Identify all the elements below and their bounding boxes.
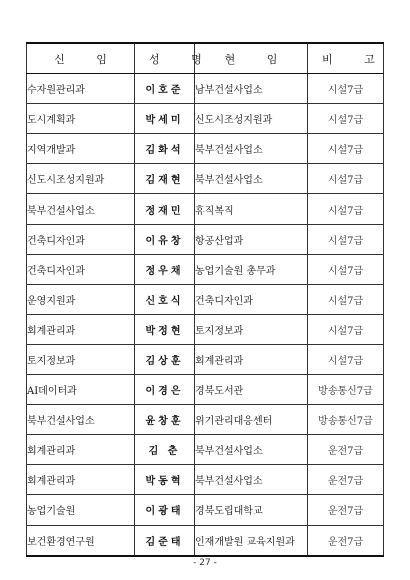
cell-note: 시설7급 bbox=[308, 104, 384, 134]
table-row bbox=[27, 74, 384, 104]
cell-new-post: 농업기술원 bbox=[27, 495, 135, 525]
table-row bbox=[27, 104, 384, 134]
cell-note: 시설7급 bbox=[308, 74, 384, 104]
table-row bbox=[27, 164, 384, 194]
table-row bbox=[27, 134, 384, 164]
cell-name: 박동혁 bbox=[135, 465, 195, 495]
cell-current-post: 북부건설사업소 bbox=[195, 465, 308, 495]
cell-new-post: 회계관리과 bbox=[27, 314, 135, 344]
cell-current-post: 인재개발원 교육지원과 bbox=[195, 525, 308, 556]
cell-current-post: 항공산업과 bbox=[195, 224, 308, 254]
cell-note: 운전7급 bbox=[308, 525, 384, 556]
cell-new-post: 북부건설사업소 bbox=[27, 194, 135, 224]
cell-name: 이경은 bbox=[135, 375, 195, 405]
cell-name: 정재민 bbox=[135, 194, 195, 224]
cell-current-post: 북부건설사업소 bbox=[195, 164, 308, 194]
cell-current-post: 토지정보과 bbox=[195, 314, 308, 344]
cell-current-post: 남부건설사업소 bbox=[195, 74, 308, 104]
table-row bbox=[27, 405, 384, 435]
page-number: - 27 - bbox=[193, 558, 217, 568]
cell-current-post: 북부건설사업소 bbox=[195, 435, 308, 465]
cell-name: 이유창 bbox=[135, 224, 195, 254]
cell-note: 방송통신7급 bbox=[308, 405, 384, 435]
cell-note: 운전7급 bbox=[308, 465, 384, 495]
cell-new-post: 신도시조성지원과 bbox=[27, 164, 135, 194]
cell-name: 이호준 bbox=[135, 74, 195, 104]
header-current-post: 현 임 bbox=[195, 43, 308, 74]
cell-new-post: 회계관리과 bbox=[27, 465, 135, 495]
cell-name: 이광태 bbox=[135, 495, 195, 525]
cell-name: 신호식 bbox=[135, 284, 195, 314]
table-row bbox=[27, 314, 384, 344]
table-row bbox=[27, 525, 384, 556]
cell-note: 운전7급 bbox=[308, 495, 384, 525]
cell-name: 박정현 bbox=[135, 314, 195, 344]
table-row bbox=[27, 254, 384, 284]
header-name: 성 명 bbox=[135, 43, 195, 74]
cell-new-post: 운영지원과 bbox=[27, 284, 135, 314]
header-note: 비 고 bbox=[308, 43, 384, 74]
cell-new-post: AI데이터과 bbox=[27, 375, 135, 405]
cell-name: 윤창훈 bbox=[135, 405, 195, 435]
cell-name: 김준태 bbox=[135, 525, 195, 556]
cell-new-post: 건축디자인과 bbox=[27, 224, 135, 254]
cell-name: 정우채 bbox=[135, 254, 195, 284]
cell-note: 시설7급 bbox=[308, 164, 384, 194]
personnel-table bbox=[26, 42, 389, 557]
cell-name: 김 춘 bbox=[135, 435, 195, 465]
cell-current-post: 회계관리과 bbox=[195, 344, 308, 374]
table-row bbox=[27, 224, 384, 254]
table-header bbox=[27, 43, 389, 74]
cell-current-post: 북부건설사업소 bbox=[195, 134, 308, 164]
table-row bbox=[27, 465, 384, 495]
cell-note: 시설7급 bbox=[308, 194, 384, 224]
table-row bbox=[27, 495, 384, 525]
cell-note: 시설7급 bbox=[308, 224, 384, 254]
cell-new-post: 지역개발과 bbox=[27, 134, 135, 164]
cell-new-post: 북부건설사업소 bbox=[27, 405, 135, 435]
cell-current-post: 위기관리대응센터 bbox=[195, 405, 308, 435]
cell-name: 김화석 bbox=[135, 134, 195, 164]
cell-note: 시설7급 bbox=[308, 254, 384, 284]
cell-new-post: 회계관리과 bbox=[27, 435, 135, 465]
table-row bbox=[27, 435, 384, 465]
table-row bbox=[27, 344, 384, 374]
cell-note: 방송통신7급 bbox=[308, 375, 384, 405]
table-row bbox=[27, 375, 384, 405]
cell-new-post: 수자원관리과 bbox=[27, 74, 135, 104]
header-row bbox=[27, 43, 384, 74]
cell-note: 시설7급 bbox=[308, 284, 384, 314]
cell-new-post: 토지정보과 bbox=[27, 344, 135, 374]
cell-new-post: 건축디자인과 bbox=[27, 254, 135, 284]
cell-name: 김상훈 bbox=[135, 344, 195, 374]
table-row bbox=[27, 194, 384, 224]
table-row bbox=[27, 284, 384, 314]
cell-new-post: 도시계획과 bbox=[27, 104, 135, 134]
cell-current-post: 신도시조성지원과 bbox=[195, 104, 308, 134]
cell-current-post: 경북도립대학교 bbox=[195, 495, 308, 525]
cell-note: 운전7급 bbox=[308, 435, 384, 465]
cell-note: 시설7급 bbox=[308, 314, 384, 344]
cell-current-post: 휴직복직 bbox=[195, 194, 308, 224]
cell-name: 김재현 bbox=[135, 164, 195, 194]
cell-note: 시설7급 bbox=[308, 344, 384, 374]
table-body bbox=[27, 74, 384, 556]
cell-current-post: 건축디자인과 bbox=[195, 284, 308, 314]
cell-new-post: 보건환경연구원 bbox=[27, 525, 135, 556]
cell-current-post: 농업기술원 총무과 bbox=[195, 254, 308, 284]
cell-name: 박세미 bbox=[135, 104, 195, 134]
header-new-post: 신 임 bbox=[27, 43, 135, 74]
cell-current-post: 경북도서관 bbox=[195, 375, 308, 405]
cell-note: 시설7급 bbox=[308, 134, 384, 164]
